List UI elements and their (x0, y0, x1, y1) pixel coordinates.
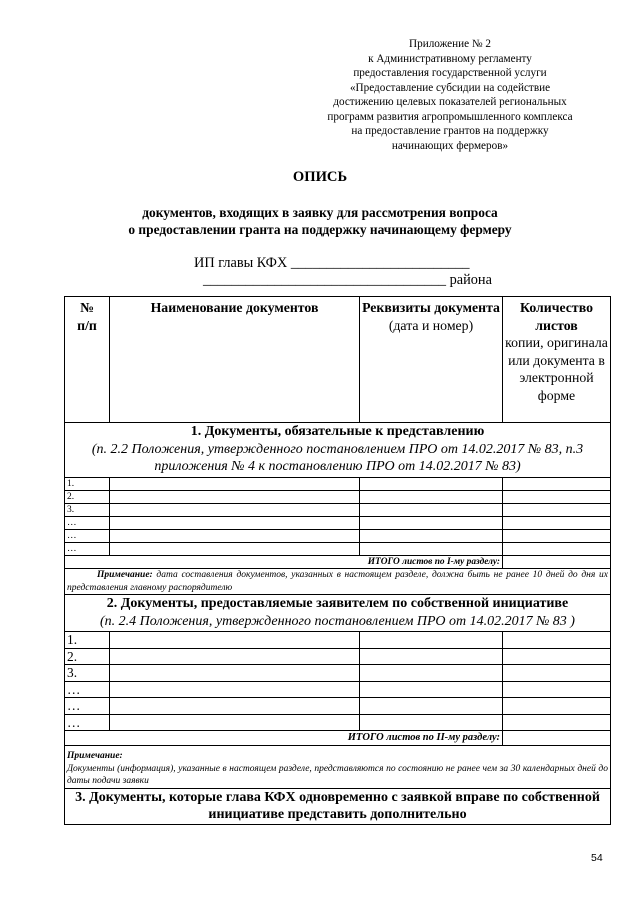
table-row: … (65, 543, 611, 556)
table-row: 3. (65, 504, 611, 517)
page-number: 54 (591, 852, 603, 864)
header-requisites: Реквизиты документа (дата и номер) (360, 297, 503, 423)
table-row: 1. (65, 632, 611, 649)
inventory-table (64, 296, 611, 825)
header-name: Наименование документов (110, 297, 360, 423)
note-label: Примечание: (67, 751, 123, 761)
section-1-total-row (65, 556, 611, 569)
section-2-total-label: ИТОГО листов по II-му разделу: (65, 731, 503, 746)
header-num: № п/п (65, 297, 110, 423)
annex-line: достижению целевых показателей региональных (333, 96, 567, 108)
table-row: 1. (65, 478, 611, 491)
section-2-title: 2. Документы, предоставляемые заявителем по собственной инициативе (106, 596, 569, 611)
subtitle-line: документов, входящих в заявку для рассмотрения вопроса (142, 205, 498, 220)
district-line: __________________________________ района (203, 272, 492, 288)
section-1-title: 1. Документы, обязательные к представлению (190, 424, 485, 439)
table-row: … (65, 698, 611, 715)
annex-line: «Предоставление субсидии на содействие (349, 81, 551, 94)
annex-line: Приложение № 2 (409, 38, 491, 50)
section-1-total-label: ИТОГО листов по I-му разделу: (65, 556, 503, 569)
section-1-header (65, 423, 611, 478)
annex-line: начинающих фермеров» (391, 139, 509, 152)
section-1-ref: (п. 2.2 Положения, утвержденного постановлением ПРО от 14.02.2017 № 83, п.3 приложения № 4 к постановлению ПРО от 14.02.2017 № 83) (91, 441, 584, 474)
note-text: Документы (информация), указанные в настоящем разделе, представляются по состоянию не ранее чем за 30 календарных дней до даты подачи заявки (67, 763, 608, 786)
document-title: ОПИСЬ (292, 169, 348, 185)
table-row: … (65, 517, 611, 530)
document-subtitle (0, 205, 640, 238)
annex-line: к Административному регламенту (368, 52, 532, 65)
section-2-total-row (65, 731, 611, 746)
table-row: … (65, 681, 611, 698)
note-label: Примечание: (97, 570, 153, 580)
header-quantity: Количество листов копии, оригинала или документа в электронной форме (503, 297, 611, 423)
annex-line: предоставления государственной услуги (353, 67, 547, 79)
section-1-note (65, 569, 611, 595)
table-row: 3. (65, 665, 611, 682)
table-row: 2. (65, 648, 611, 665)
annex-header (300, 37, 600, 153)
table-row: … (65, 714, 611, 731)
table-row: … (65, 530, 611, 543)
section-2-header (65, 595, 611, 632)
subtitle-line: о предоставлении гранта на поддержку начинающему фермеру (128, 221, 512, 237)
applicant-line: ИП главы КФХ _________________________ (194, 255, 470, 271)
annex-line: на предоставление грантов на поддержку (351, 125, 549, 137)
annex-line: программ развития агропромышленного комплекса (327, 110, 573, 123)
note-text: дата составления документов, указанных в настоящем разделе, должна быть не ранее 10 дней до дня их представления главному распорядителю (67, 570, 608, 593)
table-row: 2. (65, 491, 611, 504)
section-3-title: 3. Документы, которые глава КФХ одновременно с заявкой вправе по собственной инициативе представить дополнительно (75, 789, 600, 822)
section-2-note (65, 746, 611, 789)
section-2-ref: (п. 2.4 Положения, утвержденного постановлением ПРО от 14.02.2017 № 83 ) (100, 613, 575, 629)
table-header-row (65, 297, 611, 423)
section-3-header (65, 788, 611, 824)
